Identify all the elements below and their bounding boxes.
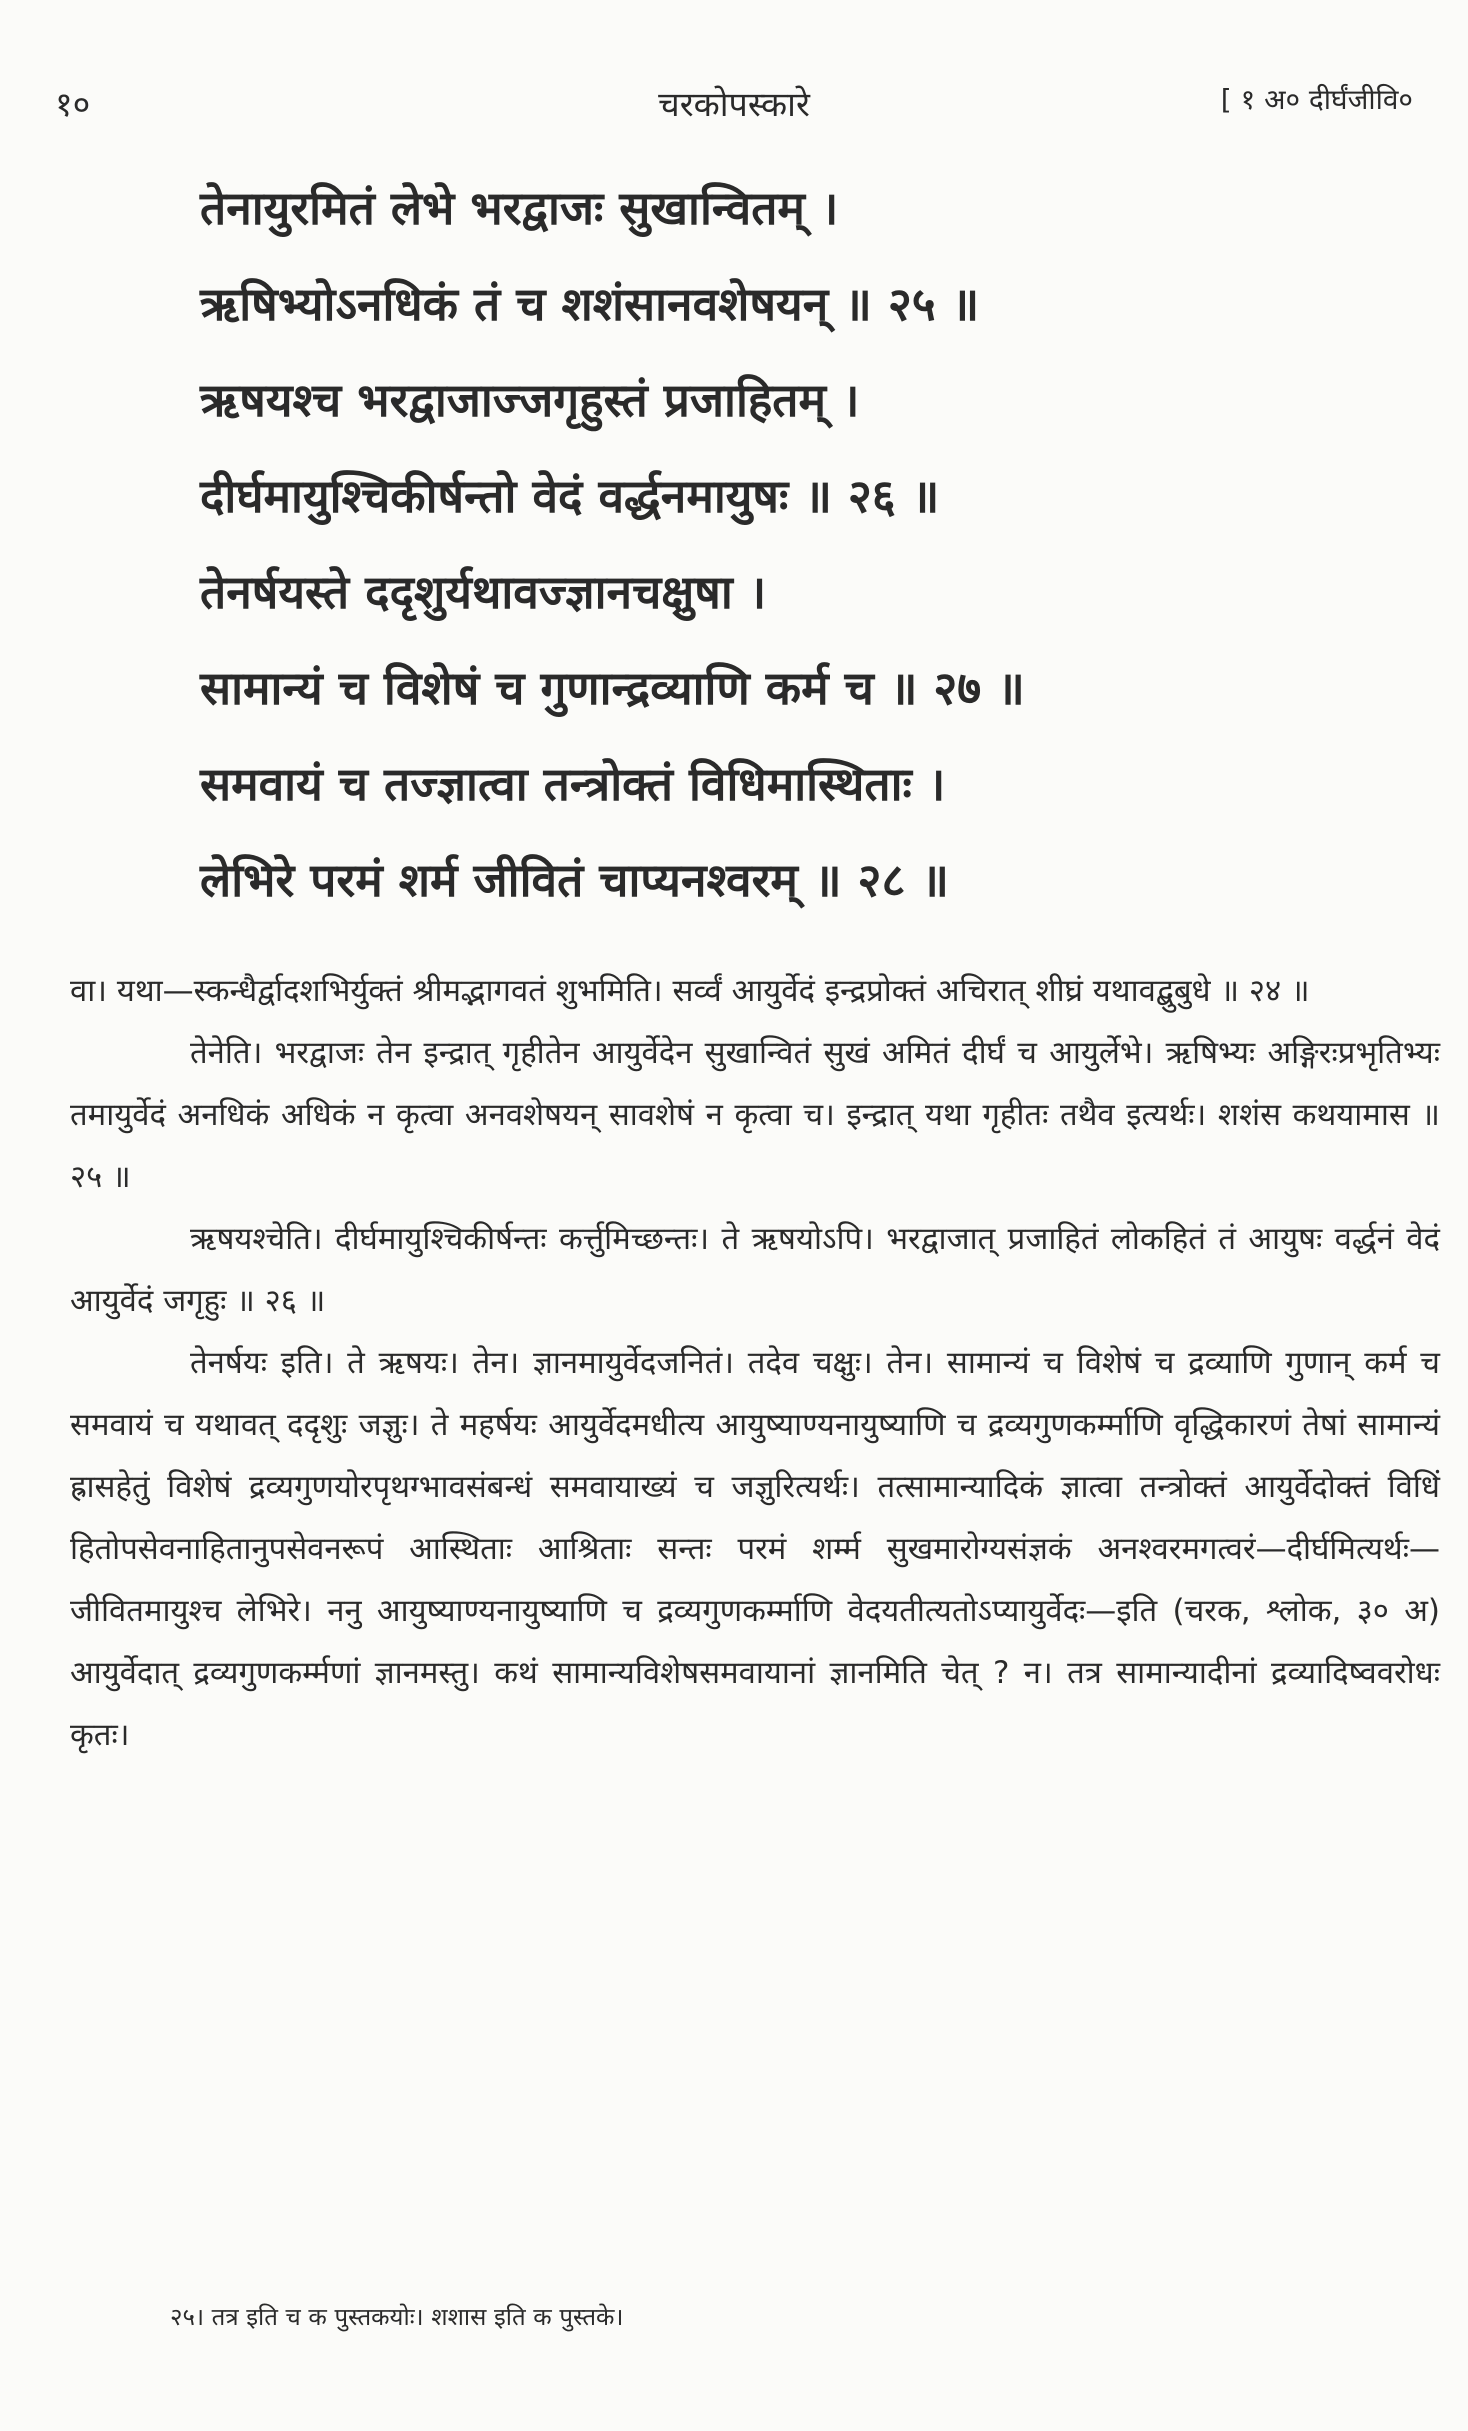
commentary-paragraph: तेनर्षयः इति। ते ऋषयः। तेन। ज्ञानमायुर्वेदजनितं। तदेव चक्षुः। तेन। सामान्यं च विशेषं च द्रव्याणि गुणान् कर्म च समवायं च यथावत् ददृशुः जज्ञुः। ते महर्षयः आयुर्वेदमधीत्य आयुष्याण्यनायुष्याणि च द्रव्यगुणकर्म्माणि वृद्धिकारणं तेषां सामान्यं ह्रासहेतुं विशेषं द्रव्यगुणयोरपृथग्भावसंबन्धं समवायाख्यं च जज्ञुरित्यर्थः। तत्सामान्यादिकं ज्ञात्वा तन्त्रोक्तं आयुर्वेदोक्तं विधिं हितोपसेवनाहितानुपसेवनरूपं आस्थिताः आश्रिताः सन्तः परमं शर्म्म सुखमारोग्यसंज्ञकं अनश्वरमगत्वरं—दीर्घमित्यर्थः—जीवितमायुश्च लेभिरे। ननु आयुष्याण्यनायुष्याणि च द्रव्यगुणकर्म्माणि वेदयतीत्यतोऽप्यायुर्वेदः—इति (चरक, श्लोक, ३० अ) आयुर्वेदात् द्रव्यगुणकर्म्मणां ज्ञानमस्तु। कथं सामान्यविशेषसमवायानां ज्ञानमिति चेत् ? न। तत्र सामान्यादीनां द्रव्यादिष्ववरोधः कृतः। xyxy=(70,1345,1440,1753)
verse-line: तेनर्षयस्ते ददृशुर्यथावज्ज्ञानचक्षुषा । xyxy=(200,565,767,619)
verse-line: ऋषिभ्योऽनधिकं तं च शशंसानवशेषयन् ॥ २५ ॥ xyxy=(200,277,980,331)
verse-line: ऋषयश्च भरद्वाजाज्जगृहुस्तं प्रजाहितम् । xyxy=(200,373,860,427)
running-title: चरकोपस्कारे xyxy=(658,85,810,125)
verse-line: दीर्घमायुश्चिकीर्षन्तो वेदं वर्द्धनमायुषः ॥ २६ ॥ xyxy=(200,469,940,523)
page-number: १० xyxy=(55,85,91,125)
verse-line: लेभिरे परमं शर्म जीवितं चाप्यनश्वरम् ॥ २८ ॥ xyxy=(200,853,949,907)
verse-line: तेनायुरमितं लेभे भरद्वाजः सुखान्वितम् । xyxy=(200,181,839,235)
verse-block xyxy=(200,160,1380,928)
commentary-paragraph: वा। यथा—स्कन्धैर्द्वादशभिर्युक्तं श्रीमद्भागवतं शुभमिति। सर्व्वं आयुर्वेदं इन्द्रप्रोक्तं अचिरात् शीघ्रं यथावद्बुबुधे ॥ २४ ॥ xyxy=(70,973,1310,1009)
commentary-block xyxy=(70,960,1440,1766)
verse-line: समवायं च तज्ज्ञात्वा तन्त्रोक्तं विधिमास्थिताः । xyxy=(200,757,946,811)
footnote: २५। तत्र इति च क पुस्तकयोः। शशास इति क पुस्तके। xyxy=(170,2303,624,2331)
verse-line: सामान्यं च विशेषं च गुणान्द्रव्याणि कर्म च ॥ २७ ॥ xyxy=(200,661,1025,715)
commentary-paragraph: ऋषयश्चेति। दीर्घमायुश्चिकीर्षन्तः कर्त्तुमिच्छन्तः। ते ऋषयोऽपि। भरद्वाजात् प्रजाहितं लोकहितं तं आयुषः वर्द्धनं वेदं आयुर्वेदं जगृहुः ॥ २६ ॥ xyxy=(70,1221,1440,1319)
commentary-paragraph: तेनेति। भरद्वाजः तेन इन्द्रात् गृहीतेन आयुर्वेदेन सुखान्वितं सुखं अमितं दीर्घं च आयुर्लेभे। ऋषिभ्यः अङ्गिरःप्रभृतिभ्यः तमायुर्वेदं अनधिकं अधिकं न कृत्वा अनवशेषयन् सावशेषं न कृत्वा च। इन्द्रात् यथा गृहीतः तथैव इत्यर्थः। शशंस कथयामास ॥ २५ ॥ xyxy=(70,1035,1440,1195)
page-header xyxy=(55,80,1413,130)
chapter-reference: [ १ अ० दीर्घंजीवि० xyxy=(1220,83,1413,116)
